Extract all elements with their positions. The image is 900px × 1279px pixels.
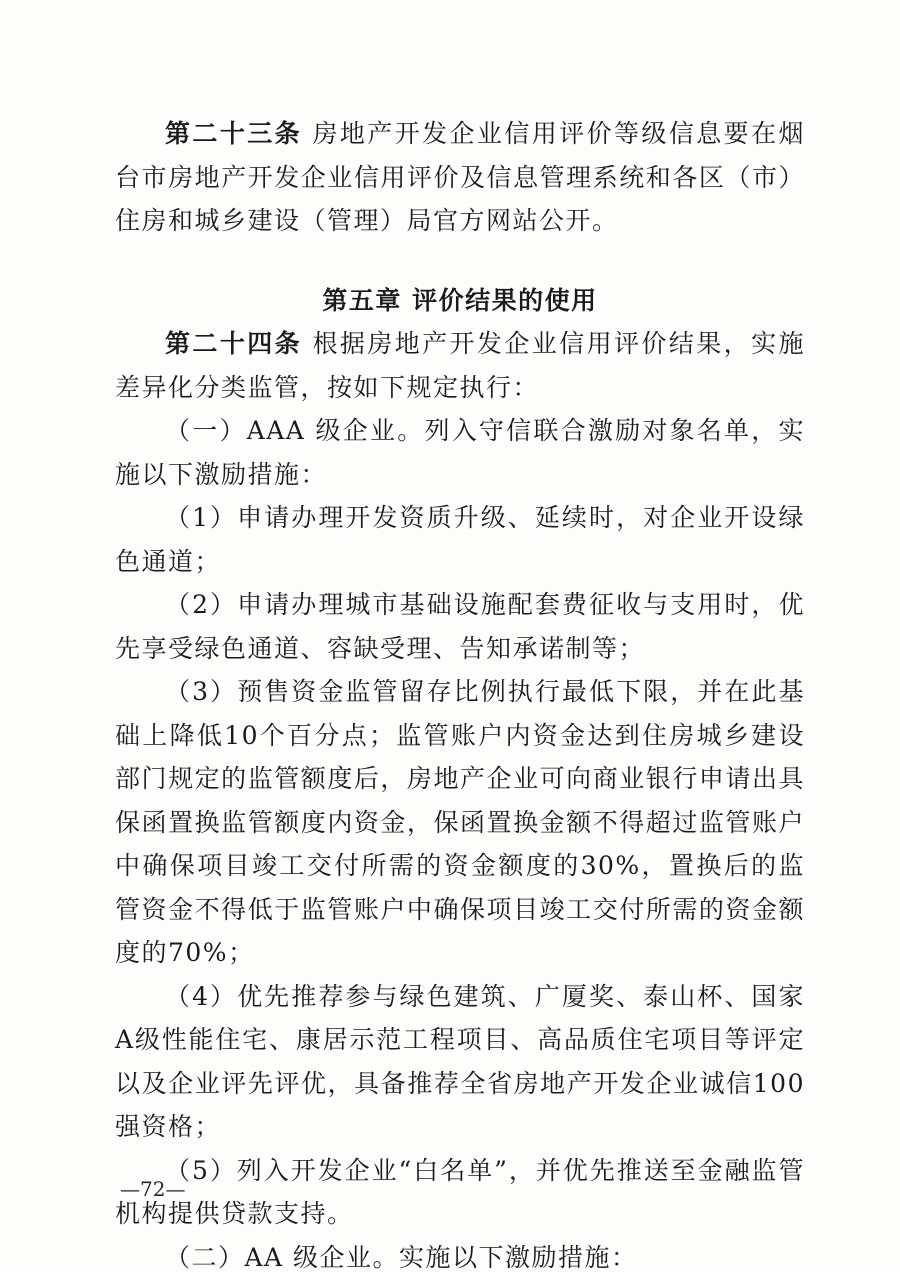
aa-level-intro: （二）AA 级企业。实施以下激励措施： [115,1236,805,1279]
measure-item-1: （1）申请办理开发资质升级、延续时，对企业开设绿色通道； [115,496,805,583]
document-body [115,112,805,1279]
measure-item-3: （3）预售资金监管留存比例执行最低下限，并在此基础上降低10个百分点；监管账户内资金达到住房城乡建设部门规定的监管额度后，房地产企业可向商业银行申请出具保函置换监管额度内资金，保函置换金额不得超过监管账户中确保项目竣工交付所需的资金额度的30%，置换后的监管资金不得低于监管账户中确保项目竣工交付所需的资金额度的70%； [115,670,805,975]
article-24-text: 根据房地产开发企业信用评价结果，实施差异化分类监管，按如下规定执行： [115,329,805,402]
article-24-heading: 第二十四条 [165,329,302,358]
article-24 [115,322,805,409]
article-23-text: 房地产开发企业信用评价等级信息要在烟台市房地产开发企业信用评价及信息管理系统和各区（市）住房和城乡建设（管理）局官方网站公开。 [115,119,805,235]
measure-item-2: （2）申请办理城市基础设施配套费征收与支用时，优先享受绿色通道、容缺受理、告知承诺制等； [115,583,805,670]
article-23-heading: 第二十三条 [165,119,302,148]
measure-item-5: （5）列入开发企业“白名单”，并优先推送至金融监管机构提供贷款支持。 [115,1149,805,1236]
measure-item-4: （4）优先推荐参与绿色建筑、广厦奖、泰山杯、国家A级性能住宅、康居示范工程项目、高品质住宅项目等评定以及企业评先评优，具备推荐全省房地产开发企业诚信100强资格； [115,975,805,1149]
page-number: —72— [120,1177,185,1201]
aaa-level-intro: （一）AAA 级企业。列入守信联合激励对象名单，实施以下激励措施： [115,409,805,496]
chapter-title-text: 第五章 评价结果的使用 [322,286,597,315]
chapter-title [115,279,805,323]
article-23 [115,112,805,243]
